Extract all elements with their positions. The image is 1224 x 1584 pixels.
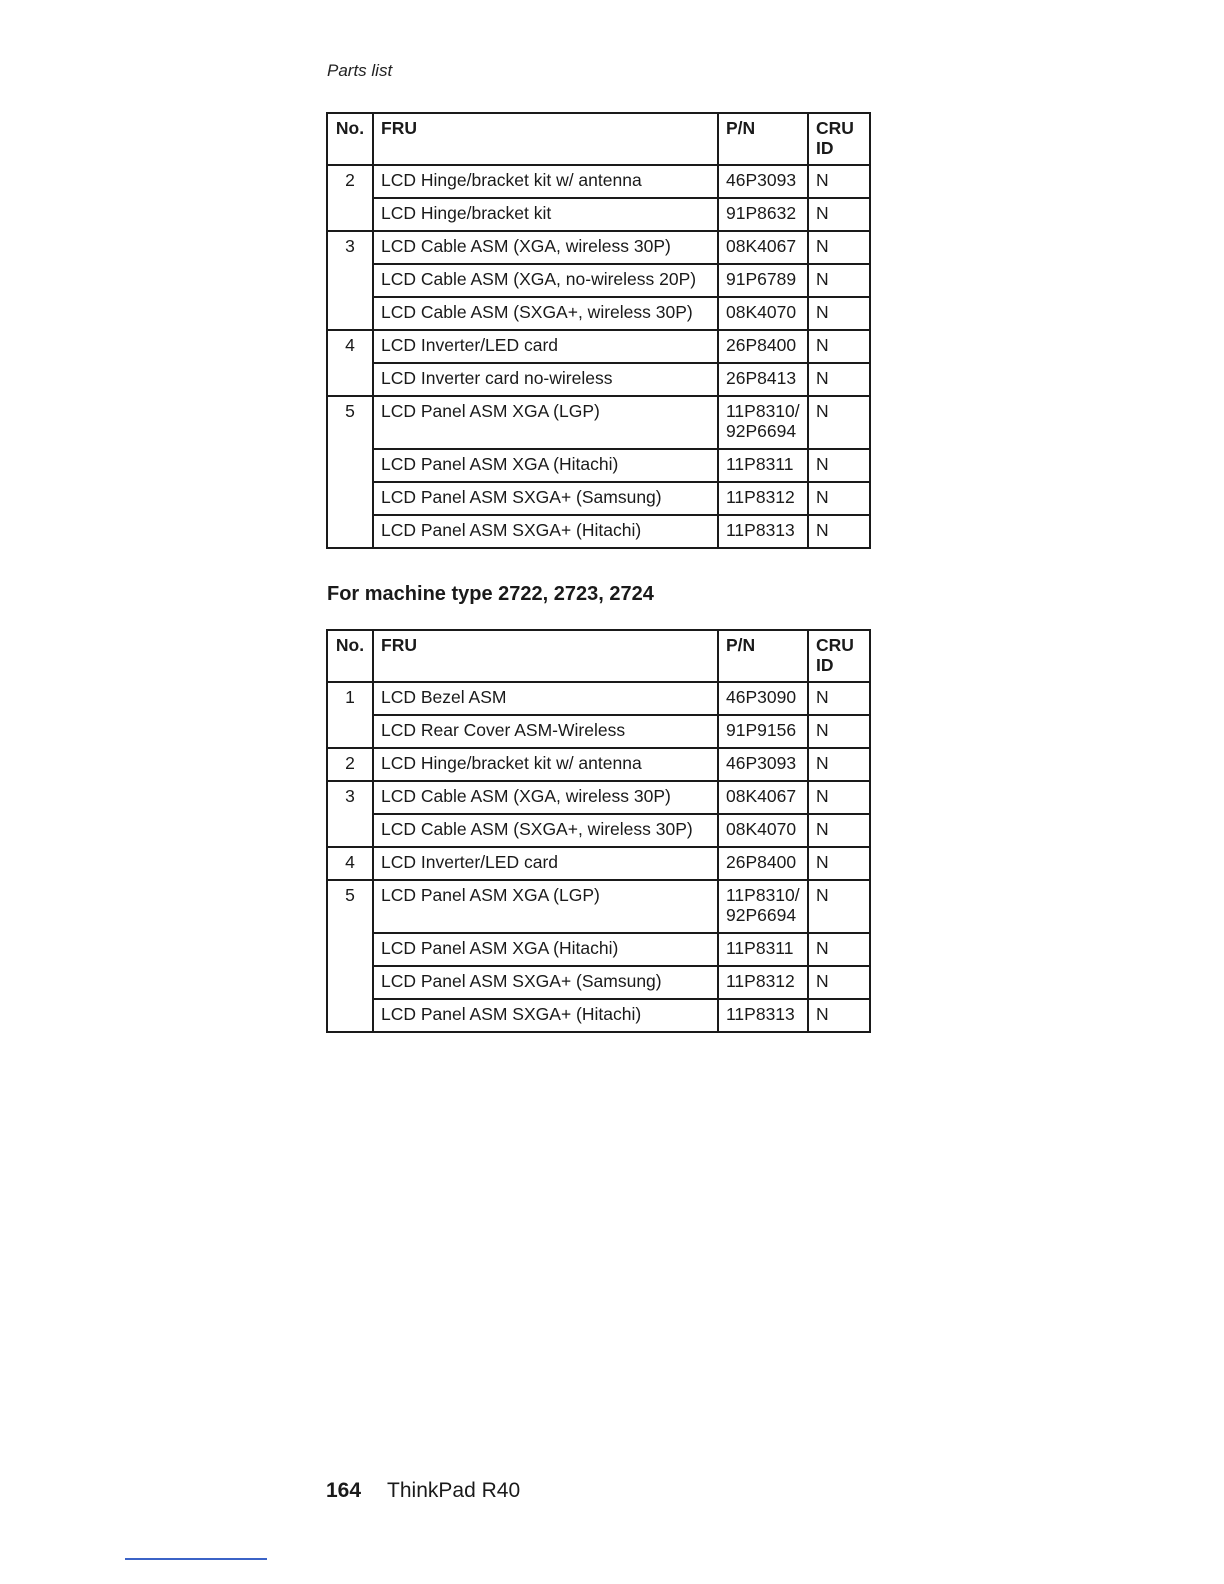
cell-fru: LCD Inverter card no-wireless xyxy=(373,363,718,396)
cell-cru: N xyxy=(808,814,870,847)
cell-fru: LCD Hinge/bracket kit w/ antenna xyxy=(373,165,718,198)
table-row xyxy=(327,515,870,548)
page-footer xyxy=(326,1479,520,1503)
cell-cru: N xyxy=(808,999,870,1032)
cell-cru: N xyxy=(808,198,870,231)
cell-fru: LCD Panel ASM SXGA+ (Hitachi) xyxy=(373,515,718,548)
cell-fru: LCD Panel ASM XGA (LGP) xyxy=(373,880,718,933)
running-head: Parts list xyxy=(327,61,393,80)
cell-cru: N xyxy=(808,933,870,966)
cell-pn: 08K4067 xyxy=(718,781,808,814)
cell-cru: N xyxy=(808,847,870,880)
cell-cru: N xyxy=(808,297,870,330)
cell-cru: N xyxy=(808,781,870,814)
table-row xyxy=(327,715,870,748)
cell-cru: N xyxy=(808,231,870,264)
header-pn: P/N xyxy=(718,630,808,682)
header-no: No. xyxy=(327,630,373,682)
cell-pn: 91P9156 xyxy=(718,715,808,748)
cell-cru: N xyxy=(808,165,870,198)
cell-cru: N xyxy=(808,966,870,999)
cell-pn: 11P8310/ 92P6694 xyxy=(718,880,808,933)
cell-cru: N xyxy=(808,748,870,781)
cell-pn: 11P8312 xyxy=(718,482,808,515)
cell-pn: 11P8313 xyxy=(718,515,808,548)
table-row xyxy=(327,814,870,847)
table-row xyxy=(327,264,870,297)
cell-pn: 26P8400 xyxy=(718,330,808,363)
header-no: No. xyxy=(327,113,373,165)
table-row xyxy=(327,880,870,933)
cell-pn: 08K4070 xyxy=(718,297,808,330)
cell-cru: N xyxy=(808,515,870,548)
cell-pn: 46P3093 xyxy=(718,165,808,198)
cell-no: 2 xyxy=(327,748,373,781)
page-number: 164 xyxy=(326,1479,362,1502)
cell-pn: 91P8632 xyxy=(718,198,808,231)
cell-fru: LCD Inverter/LED card xyxy=(373,330,718,363)
cell-fru: LCD Panel ASM XGA (Hitachi) xyxy=(373,933,718,966)
header-fru: FRU xyxy=(373,630,718,682)
cell-fru: LCD Cable ASM (SXGA+, wireless 30P) xyxy=(373,297,718,330)
table-row xyxy=(327,781,870,814)
cell-cru: N xyxy=(808,880,870,933)
cell-cru: N xyxy=(808,449,870,482)
cell-pn: 46P3093 xyxy=(718,748,808,781)
table-row xyxy=(327,933,870,966)
cell-fru: LCD Rear Cover ASM-Wireless xyxy=(373,715,718,748)
parts-table-2 xyxy=(326,629,871,1033)
cell-fru: LCD Cable ASM (XGA, wireless 30P) xyxy=(373,781,718,814)
cell-fru: LCD Panel ASM XGA (Hitachi) xyxy=(373,449,718,482)
cell-cru: N xyxy=(808,396,870,449)
cell-cru: N xyxy=(808,363,870,396)
cell-fru: LCD Panel ASM SXGA+ (Samsung) xyxy=(373,966,718,999)
cell-fru: LCD Panel ASM XGA (LGP) xyxy=(373,396,718,449)
cell-pn: 11P8311 xyxy=(718,449,808,482)
footer-rule xyxy=(125,1558,267,1560)
table-row xyxy=(327,847,870,880)
table-row xyxy=(327,396,870,449)
cell-fru: LCD Panel ASM SXGA+ (Samsung) xyxy=(373,482,718,515)
cell-cru: N xyxy=(808,264,870,297)
table-header-row xyxy=(327,113,870,165)
cell-fru: LCD Inverter/LED card xyxy=(373,847,718,880)
cell-cru: N xyxy=(808,682,870,715)
cell-cru: N xyxy=(808,715,870,748)
cell-pn: 11P8311 xyxy=(718,933,808,966)
cell-fru: LCD Bezel ASM xyxy=(373,682,718,715)
cell-pn: 11P8312 xyxy=(718,966,808,999)
table-row xyxy=(327,165,870,198)
cell-fru: LCD Hinge/bracket kit xyxy=(373,198,718,231)
cell-fru: LCD Panel ASM SXGA+ (Hitachi) xyxy=(373,999,718,1032)
cell-pn: 11P8313 xyxy=(718,999,808,1032)
table-row xyxy=(327,363,870,396)
cell-no: 1 xyxy=(327,682,373,748)
table-row xyxy=(327,198,870,231)
table-row xyxy=(327,449,870,482)
cell-no: 2 xyxy=(327,165,373,231)
parts-table-1 xyxy=(326,112,871,549)
table-row xyxy=(327,231,870,264)
cell-pn: 08K4070 xyxy=(718,814,808,847)
cell-pn: 11P8310/ 92P6694 xyxy=(718,396,808,449)
table-row xyxy=(327,999,870,1032)
table-row xyxy=(327,482,870,515)
book-title: ThinkPad R40 xyxy=(387,1479,521,1502)
cell-pn: 08K4067 xyxy=(718,231,808,264)
cell-pn: 46P3090 xyxy=(718,682,808,715)
cell-no: 4 xyxy=(327,847,373,880)
cell-fru: LCD Hinge/bracket kit w/ antenna xyxy=(373,748,718,781)
table-row xyxy=(327,748,870,781)
cell-pn: 26P8400 xyxy=(718,847,808,880)
cell-no: 3 xyxy=(327,781,373,847)
cell-cru: N xyxy=(808,330,870,363)
cell-pn: 26P8413 xyxy=(718,363,808,396)
table-row xyxy=(327,682,870,715)
cell-fru: LCD Cable ASM (XGA, no-wireless 20P) xyxy=(373,264,718,297)
cell-fru: LCD Cable ASM (XGA, wireless 30P) xyxy=(373,231,718,264)
table-row xyxy=(327,966,870,999)
cell-pn: 91P6789 xyxy=(718,264,808,297)
section-heading: For machine type 2722, 2723, 2724 xyxy=(327,583,654,605)
table-row xyxy=(327,330,870,363)
table-row xyxy=(327,297,870,330)
cell-no: 5 xyxy=(327,880,373,1032)
table-header-row xyxy=(327,630,870,682)
cell-no: 4 xyxy=(327,330,373,396)
header-cru-id: CRU ID xyxy=(808,630,870,682)
header-pn: P/N xyxy=(718,113,808,165)
header-cru-id: CRU ID xyxy=(808,113,870,165)
header-fru: FRU xyxy=(373,113,718,165)
cell-fru: LCD Cable ASM (SXGA+, wireless 30P) xyxy=(373,814,718,847)
cell-cru: N xyxy=(808,482,870,515)
cell-no: 3 xyxy=(327,231,373,330)
cell-no: 5 xyxy=(327,396,373,548)
